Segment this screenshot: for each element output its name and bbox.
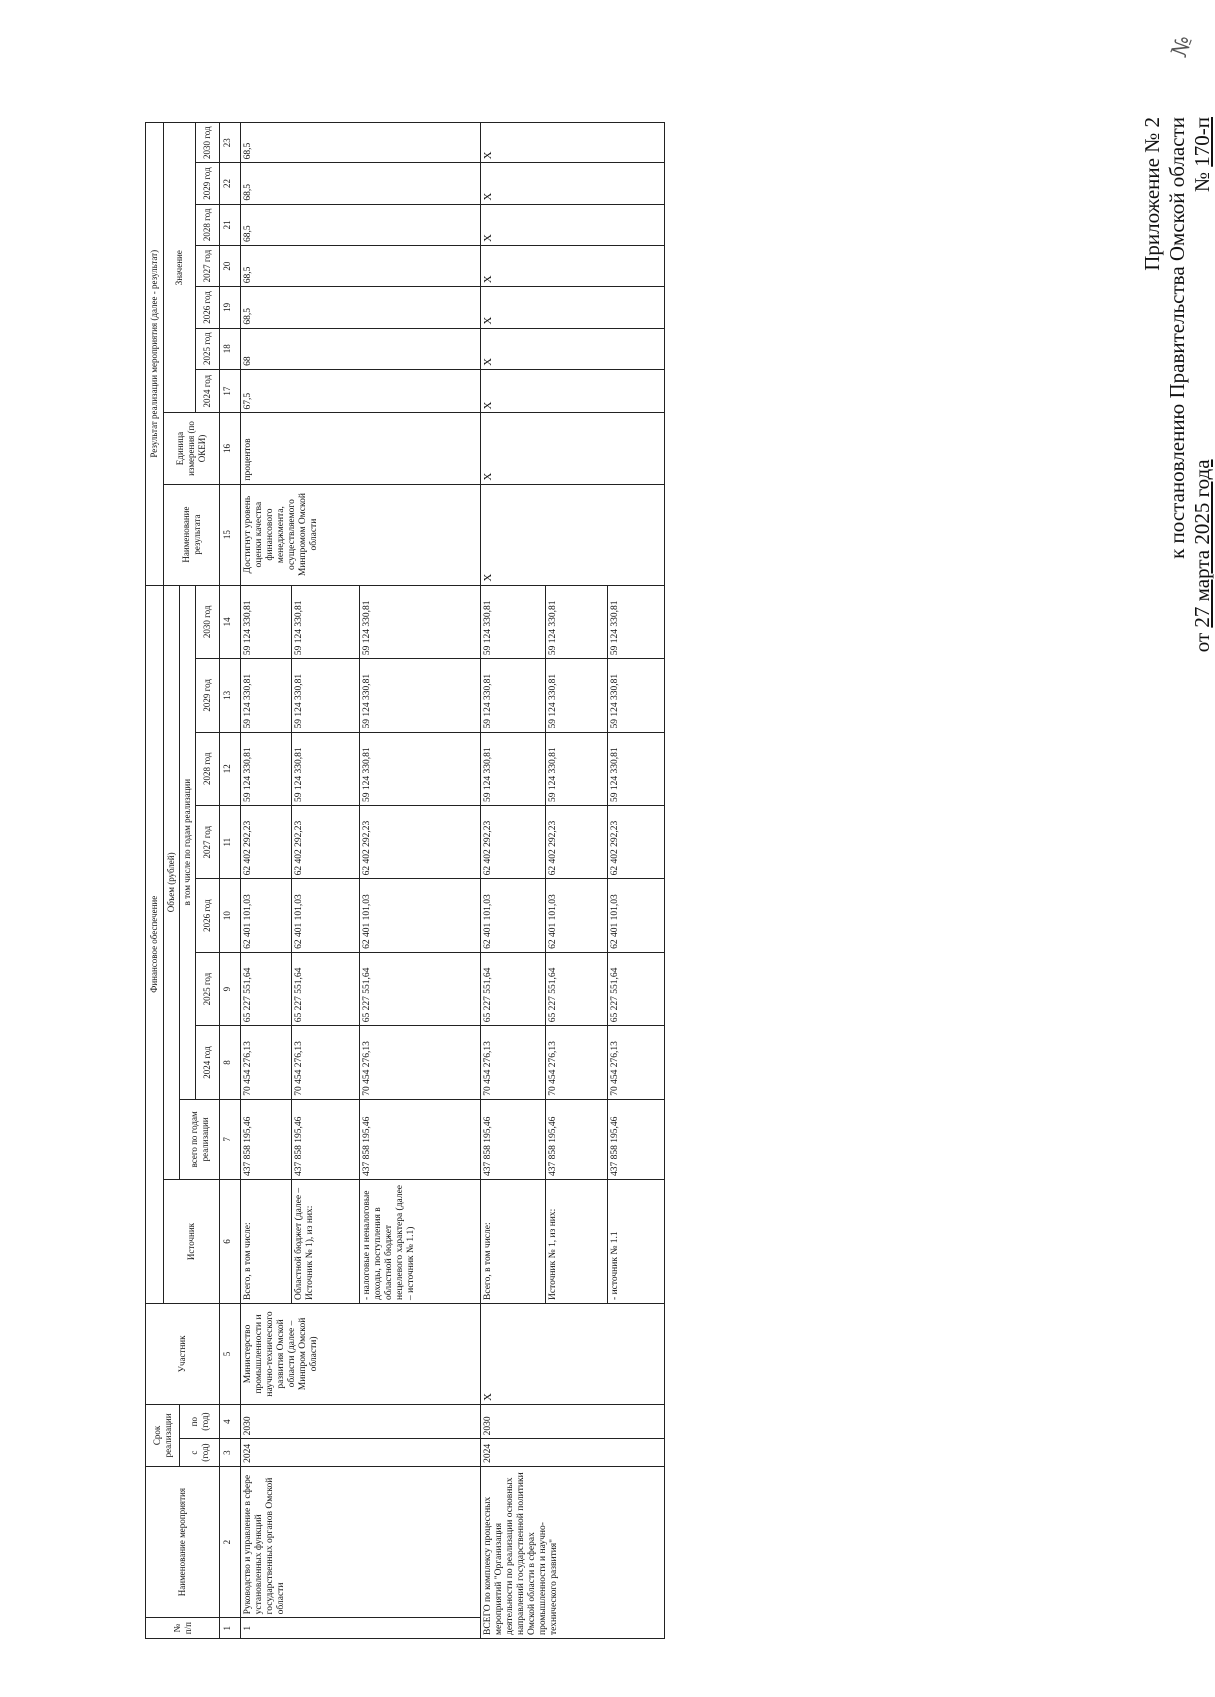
date-prefix: от	[1190, 632, 1214, 653]
header-volume: Объем (рублей)	[164, 585, 180, 1179]
header-num: № п/п	[146, 1618, 220, 1639]
header-value-year: 2030 год	[196, 123, 220, 163]
column-number: 14	[220, 585, 241, 659]
amount-2029: 59 124 330,81	[292, 659, 359, 732]
header-value-year: 2027 год	[196, 245, 220, 286]
total-value-2025: Х	[481, 328, 665, 369]
amount-2026: 62 401 101,03	[545, 879, 607, 952]
event-num: 1	[240, 1618, 481, 1639]
source-label: Всего, в том числе:	[240, 1180, 292, 1304]
total-period-to: 2030	[481, 1404, 665, 1438]
amount-2027: 62 402 292,23	[481, 805, 546, 878]
result-value-2024: 67,5	[240, 369, 481, 413]
amount-2028: 59 124 330,81	[481, 732, 546, 805]
amount-2029: 59 124 330,81	[608, 659, 665, 732]
amount-2030: 59 124 330,81	[240, 585, 292, 659]
amount-2024: 70 454 276,13	[240, 1026, 292, 1099]
event-period-from: 2024	[240, 1439, 481, 1467]
header-fin-year: 2025 год	[196, 952, 220, 1025]
number-value: 170-п	[1190, 117, 1214, 167]
amount-2027: 62 402 292,23	[359, 805, 481, 878]
amount-2024: 70 454 276,13	[608, 1026, 665, 1099]
plan-table	[145, 122, 665, 1639]
column-number: 15	[220, 484, 241, 585]
header-source: Источник	[164, 1180, 220, 1304]
column-number: 1	[220, 1618, 241, 1639]
amount-2024: 70 454 276,13	[545, 1026, 607, 1099]
amount-2029: 59 124 330,81	[240, 659, 292, 732]
amount-2024: 70 454 276,13	[292, 1026, 359, 1099]
column-number-row	[220, 123, 241, 1639]
amount-2028: 59 124 330,81	[359, 732, 481, 805]
amount-2029: 59 124 330,81	[359, 659, 481, 732]
amount-2028: 59 124 330,81	[240, 732, 292, 805]
result-value-2025: 68	[240, 328, 481, 369]
amount-2030: 59 124 330,81	[545, 585, 607, 659]
column-number: 6	[220, 1180, 241, 1304]
total-value-2026: Х	[481, 287, 665, 328]
amount-2027: 62 402 292,23	[545, 805, 607, 878]
total-value-2028: Х	[481, 204, 665, 245]
column-number: 9	[220, 952, 241, 1025]
table-row	[481, 123, 546, 1639]
total-value-2029: Х	[481, 163, 665, 204]
amount-2026: 62 401 101,03	[608, 879, 665, 952]
header-fin-year: 2028 год	[196, 732, 220, 805]
corner-handwritten-mark: №	[1167, 32, 1198, 61]
appendix-number: Приложение № 2	[1140, 117, 1164, 271]
appendix-header	[1140, 117, 1215, 717]
result-name: Достигнут уровень оценки качества финансового менеджмента, осуществляемого Минпромом Омской области	[240, 484, 481, 585]
amount-2030: 59 124 330,81	[292, 585, 359, 659]
source-label: Областной бюджет (далее – Источник № 1), из них:	[292, 1180, 359, 1304]
amount-2025: 65 227 551,64	[240, 952, 292, 1025]
amount-total: 437 858 195,46	[481, 1099, 546, 1179]
source-label: Источник № 1, из них:	[545, 1180, 607, 1304]
amount-2028: 59 124 330,81	[292, 732, 359, 805]
header-fin-year: 2029 год	[196, 659, 220, 732]
header-period-from: с (год)	[180, 1439, 220, 1467]
source-label: - налоговые и неналоговые доходы, поступления в областной бюджет нецелевого характера (далее – источник № 1.1)	[359, 1180, 481, 1304]
header-total-by-years: всего по годам реализации	[180, 1099, 220, 1179]
event-name: Руководство и управление в сфере установленных функций государственных органов Омской области	[240, 1466, 481, 1617]
header-result: Результат реализации мероприятия (далее - результат)	[146, 123, 164, 586]
amount-2030: 59 124 330,81	[481, 585, 546, 659]
amount-2026: 62 401 101,03	[481, 879, 546, 952]
result-value-2027: 68,5	[240, 245, 481, 286]
header-result-name: Наименование результата	[164, 484, 220, 585]
amount-2026: 62 401 101,03	[359, 879, 481, 952]
column-number: 20	[220, 245, 241, 286]
amount-2028: 59 124 330,81	[608, 732, 665, 805]
total-result-name: Х	[481, 484, 665, 585]
column-number: 18	[220, 328, 241, 369]
header-fin-year: 2027 год	[196, 805, 220, 878]
header-fin-year: 2026 год	[196, 879, 220, 952]
number-prefix: №	[1190, 171, 1214, 193]
amount-2027: 62 402 292,23	[292, 805, 359, 878]
total-result-unit: Х	[481, 413, 665, 484]
column-number: 10	[220, 879, 241, 952]
column-number: 19	[220, 287, 241, 328]
result-value-2029: 68,5	[240, 163, 481, 204]
plan-table-container	[145, 122, 665, 1639]
amount-total: 437 858 195,46	[545, 1099, 607, 1179]
header-value-year: 2028 год	[196, 204, 220, 245]
amount-2029: 59 124 330,81	[481, 659, 546, 732]
amount-2030: 59 124 330,81	[359, 585, 481, 659]
amount-2025: 65 227 551,64	[481, 952, 546, 1025]
column-number: 22	[220, 163, 241, 204]
header-fin-year: 2030 год	[196, 585, 220, 659]
amount-2025: 65 227 551,64	[292, 952, 359, 1025]
source-label: - источник № 1.1	[608, 1180, 665, 1304]
total-value-2030: Х	[481, 123, 665, 163]
header-value-year: 2024 год	[196, 369, 220, 413]
result-value-2030: 68,5	[240, 123, 481, 163]
appendix-resolution-ref: к постановлению Правительства Омской области	[1165, 117, 1189, 559]
amount-2028: 59 124 330,81	[545, 732, 607, 805]
header-financing: Финансовое обеспечение	[146, 585, 164, 1303]
source-label: Всего, в том числе:	[481, 1180, 546, 1304]
amount-2024: 70 454 276,13	[359, 1026, 481, 1099]
header-participant: Участник	[146, 1303, 220, 1404]
column-number: 5	[220, 1303, 241, 1404]
event-period-to: 2030	[240, 1404, 481, 1438]
header-event-name: Наименование мероприятия	[146, 1466, 220, 1617]
column-number: 4	[220, 1404, 241, 1438]
appendix-date-line	[1190, 197, 1215, 652]
column-number: 7	[220, 1099, 241, 1179]
header-value-year: 2026 год	[196, 287, 220, 328]
table-row	[240, 123, 292, 1639]
amount-total: 437 858 195,46	[359, 1099, 481, 1179]
date-value: 27 марта 2025 года	[1190, 459, 1214, 628]
amount-2025: 65 227 551,64	[608, 952, 665, 1025]
amount-2027: 62 402 292,23	[608, 805, 665, 878]
header-value-year: 2029 год	[196, 163, 220, 204]
result-value-2028: 68,5	[240, 204, 481, 245]
result-value-2026: 68,5	[240, 287, 481, 328]
column-number: 2	[220, 1466, 241, 1617]
column-number: 12	[220, 732, 241, 805]
total-value-2027: Х	[481, 245, 665, 286]
column-number: 16	[220, 413, 241, 484]
amount-2025: 65 227 551,64	[545, 952, 607, 1025]
amount-2029: 59 124 330,81	[545, 659, 607, 732]
column-number: 11	[220, 805, 241, 878]
amount-total: 437 858 195,46	[240, 1099, 292, 1179]
header-unit: Единица измерения (по ОКЕИ)	[164, 413, 220, 484]
amount-2026: 62 401 101,03	[240, 879, 292, 952]
amount-2030: 59 124 330,81	[608, 585, 665, 659]
event-participant: Министерство промышленности и научно-технического развития Омской области (далее – Минпром Омской области)	[240, 1303, 481, 1404]
header-fin-year: 2024 год	[196, 1026, 220, 1099]
amount-total: 437 858 195,46	[292, 1099, 359, 1179]
header-value: Значение	[164, 123, 196, 413]
amount-2027: 62 402 292,23	[240, 805, 292, 878]
header-period: Срок реализации	[146, 1404, 180, 1466]
total-name: ВСЕГО по комплексу процессных мероприятий "Организация деятельности по реализации основных направлений государственной политики Омской области в сферах промышленности и научно-технического развития"	[481, 1466, 665, 1638]
column-number: 13	[220, 659, 241, 732]
result-unit: процентов	[240, 413, 481, 484]
header-by-years: в том числе по годам реализации	[180, 585, 196, 1099]
amount-2024: 70 454 276,13	[481, 1026, 546, 1099]
header-value-year: 2025 год	[196, 328, 220, 369]
column-number: 3	[220, 1439, 241, 1467]
total-period-from: 2024	[481, 1439, 665, 1467]
header-period-to: по (год)	[180, 1404, 220, 1438]
column-number: 8	[220, 1026, 241, 1099]
amount-total: 437 858 195,46	[608, 1099, 665, 1179]
column-number: 17	[220, 369, 241, 413]
column-number: 21	[220, 204, 241, 245]
column-number: 23	[220, 123, 241, 163]
amount-2026: 62 401 101,03	[292, 879, 359, 952]
total-participant: Х	[481, 1303, 665, 1404]
total-value-2024: Х	[481, 369, 665, 413]
amount-2025: 65 227 551,64	[359, 952, 481, 1025]
